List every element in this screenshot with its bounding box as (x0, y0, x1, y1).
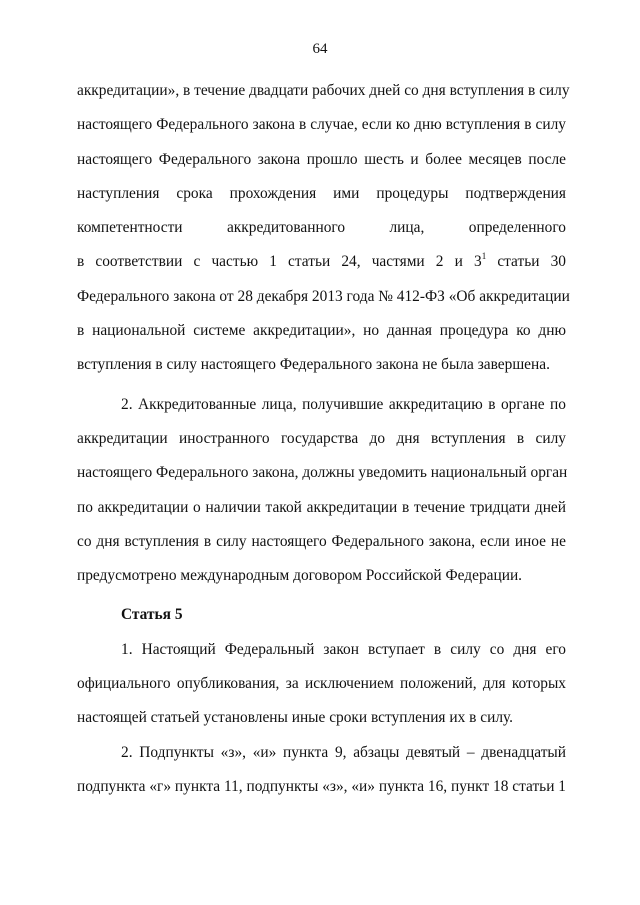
text-line: наступления срока прохождения ими процедуры подтверждения (77, 184, 566, 202)
text-line: настоящего Федерального закона, должны уведомить национальный орган (77, 464, 568, 482)
text-line: в национальной системе аккредитации», но данная процедура ко дню (77, 322, 566, 340)
page-number: 64 (312, 41, 328, 57)
text-line: настоящего Федерального закона прошло шесть и более месяцев после (77, 150, 566, 168)
text-line: со дня вступления в силу настоящего Федерального закона, если иное не (77, 532, 566, 550)
paragraph-subpoints (77, 736, 566, 805)
paragraph-foreign-accreditation (77, 388, 566, 594)
text-line: 2. Подпункты «з», «и» пункта 9, абзацы девятый – двенадцатый (121, 743, 566, 761)
text-line: предусмотрено международным договором Российской Федерации. (77, 567, 523, 585)
text-line: вступления в силу настоящего Федерального закона не была завершена. (77, 356, 550, 374)
paragraph-transition-provision (77, 74, 570, 383)
superscript: 1 (481, 251, 487, 262)
text-line: по аккредитации о наличии такой аккредитации в течение тридцати дней (77, 498, 566, 516)
text-line: 2. Аккредитованные лица, получившие аккредитацию в органе по (121, 395, 566, 413)
paragraph-entry-into-force (77, 633, 566, 736)
text-line: аккредитации иностранного государства до дня вступления в силу (77, 429, 566, 447)
text-line: компетентности аккредитованного лица, определенного (77, 219, 566, 237)
text-line: подпункта «г» пункта 11, подпункты «з», «и» пункта 16, пункт 18 статьи 1 (77, 777, 566, 795)
text-fragment: статьи 30 (486, 253, 566, 271)
text-line: настоящей статьей установлены иные сроки вступления их в силу. (77, 709, 514, 727)
text-line: аккредитации», в течение двадцати рабочих дней со дня вступления в силу (77, 82, 570, 99)
text-line: настоящего Федерального закона в случае, если ко дню вступления в силу (77, 116, 566, 134)
text-fragment: в соответствии с частью 1 статьи 24, частями 2 и 3 (77, 253, 482, 271)
article-heading: Статья 5 (121, 606, 183, 624)
document-body (77, 74, 570, 804)
text-line (77, 245, 566, 279)
text-line: официального опубликования, за исключением положений, для которых (77, 675, 566, 693)
text-line: 1. Настоящий Федеральный закон вступает в силу со дня его (121, 640, 566, 658)
text-line: Федерального закона от 28 декабря 2013 года № 412-ФЗ «Об аккредитации (77, 287, 570, 305)
